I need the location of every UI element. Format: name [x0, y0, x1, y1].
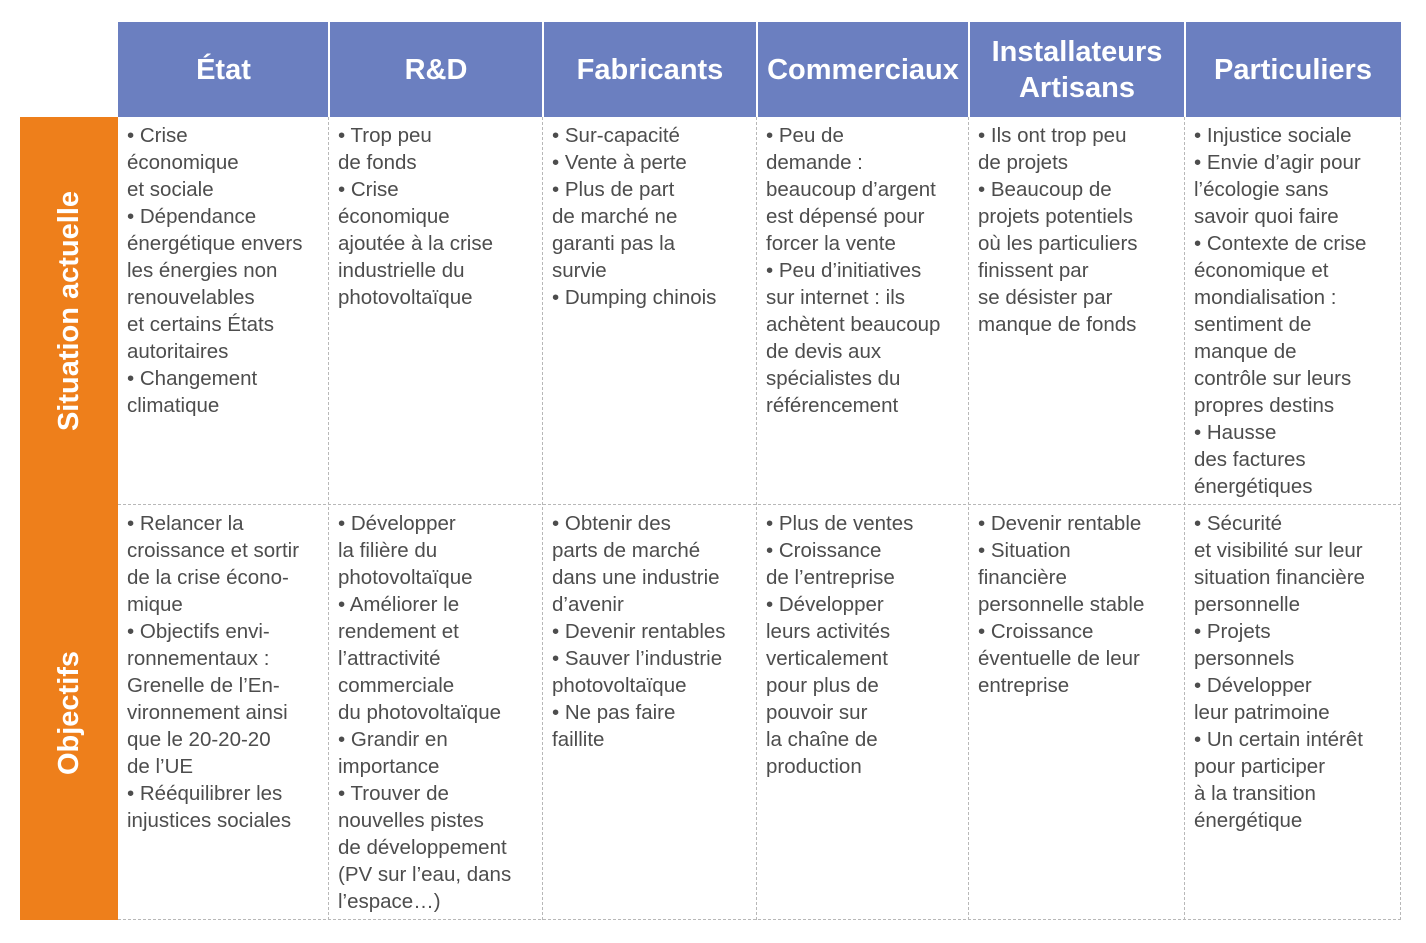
cell-text-line: de l’UE: [127, 755, 194, 778]
cell-text-line: personnelle stable: [978, 593, 1145, 616]
cell-text-line: spécialistes du: [766, 367, 901, 390]
table-cell: [118, 117, 329, 505]
cell-text-line: financière: [978, 566, 1067, 589]
column-header-line: R&D: [404, 53, 468, 86]
cell-text-line: • Dépendance: [127, 205, 257, 228]
cell-text-line: photovoltaïque: [338, 566, 473, 589]
cell-text-line: • Projets: [1194, 620, 1271, 643]
cell-text-line: survie: [552, 259, 607, 282]
cell-text-line: sur internet : ils: [766, 286, 905, 309]
table-cell: [969, 505, 1185, 920]
table-cell: [543, 117, 757, 505]
cell-text-line: • Plus de part: [552, 178, 675, 201]
cell-text-line: • Plus de ventes: [766, 512, 914, 535]
cell-text-line: photovoltaïque: [338, 286, 473, 309]
cell-text-line: • Devenir rentable: [978, 512, 1142, 535]
cell-text-line: • Grandir en: [338, 728, 448, 751]
table-cell: [757, 505, 969, 920]
cell-text-line: manque de: [1194, 340, 1297, 363]
cell-text-line: • Beaucoup de: [978, 178, 1112, 201]
table-cell: [329, 505, 543, 920]
column-header-line: État: [196, 53, 251, 86]
cell-text-line: éventuelle de leur: [978, 647, 1140, 670]
column-header-text: [577, 52, 724, 88]
cell-text-line: • Envie d’agir pour: [1194, 151, 1361, 174]
cell-text-line: propres destins: [1194, 394, 1335, 417]
row-label-text: Objectifs: [53, 650, 85, 775]
cell-text-line: • Objectifs envi-: [127, 620, 270, 643]
cell-text-line: • Hausse: [1194, 421, 1277, 444]
cell-text-line: • Dumping chinois: [552, 286, 717, 309]
cell-text-line: l’écologie sans: [1194, 178, 1329, 201]
cell-text-line: pour participer: [1194, 755, 1326, 778]
cell-text-line: parts de marché: [552, 539, 701, 562]
cell-text-line: situation financière: [1194, 566, 1365, 589]
cell-text-line: beaucoup d’argent: [766, 178, 936, 201]
cell-text-line: manque de fonds: [978, 313, 1137, 336]
table-cell: [1185, 117, 1401, 505]
cell-text-line: • Croissance: [766, 539, 882, 562]
cell-text-line: pouvoir sur: [766, 701, 868, 724]
cell-text-line: • Situation: [978, 539, 1071, 562]
cell-text-line: • Trop peu: [338, 124, 432, 147]
column-header-line: Commerciaux: [767, 53, 959, 86]
cell-text-line: • Améliorer le: [338, 593, 460, 616]
cell-text-line: forcer la vente: [766, 232, 896, 255]
column-header-text: [196, 52, 251, 88]
cell-text-line: d’avenir: [552, 593, 624, 616]
table-cell: [1185, 505, 1401, 920]
cell-text-line: • Développer: [766, 593, 884, 616]
cell-text-line: dans une industrie: [552, 566, 720, 589]
cell-text-line: entreprise: [978, 674, 1070, 697]
table-cell: [543, 505, 757, 920]
cell-text-line: mique: [127, 593, 183, 616]
cell-text-line: pour plus de: [766, 674, 879, 697]
cell-text-line: • Développer: [338, 512, 456, 535]
cell-text-line: • Développer: [1194, 674, 1312, 697]
header-separator: [542, 22, 544, 117]
column-header-text: [992, 34, 1163, 106]
cell-text-line: savoir quoi faire: [1194, 205, 1339, 228]
cell-text-line: et certains États: [127, 313, 274, 336]
cell-text-line: garanti pas la: [552, 232, 676, 255]
cell-text-line: des factures: [1194, 448, 1306, 471]
cell-text-line: • Peu d’initiatives: [766, 259, 922, 282]
cell-text-line: • Crise: [127, 124, 188, 147]
cell-text-line: importance: [338, 755, 440, 778]
cell-text-line: renouvelables: [127, 286, 255, 309]
cell-text-line: se désister par: [978, 286, 1113, 309]
cell-text-line: que le 20-20-20: [127, 728, 271, 751]
cell-text-line: achètent beaucoup: [766, 313, 941, 336]
cell-text-line: de marché ne: [552, 205, 678, 228]
cell-text-line: demande :: [766, 151, 863, 174]
cell-text-line: l’attractivité: [338, 647, 441, 670]
table-cell: [969, 117, 1185, 505]
column-header-text: [405, 52, 468, 88]
cell-text-line: • Crise: [338, 178, 399, 201]
column-divider: [328, 117, 329, 920]
cell-text-line: de l’entreprise: [766, 566, 895, 589]
header-separator: [328, 22, 330, 117]
column-header-commerciaux: [757, 22, 969, 117]
cell-text-line: du photovoltaïque: [338, 701, 501, 724]
cell-text-line: finissent par: [978, 259, 1089, 282]
cell-text-line: de développement: [338, 836, 507, 859]
cell-text-line: et sociale: [127, 178, 214, 201]
column-divider: [1400, 117, 1401, 920]
cell-text-line: de fonds: [338, 151, 417, 174]
cell-text-line: • Obtenir des: [552, 512, 671, 535]
cell-text-line: économique et: [1194, 259, 1329, 282]
row-label-text: Situation actuelle: [53, 190, 86, 432]
column-divider: [542, 117, 543, 920]
cell-text-line: la chaîne de: [766, 728, 878, 751]
table-cell: [329, 117, 543, 505]
column-header-fabricants: [543, 22, 757, 117]
cell-text-line: • Relancer la: [127, 512, 244, 535]
cell-text-line: est dépensé pour: [766, 205, 925, 228]
cell-text-line: verticalement: [766, 647, 888, 670]
cell-text-line: à la transition: [1194, 782, 1316, 805]
cell-text-line: personnelle: [1194, 593, 1300, 616]
cell-text-line: leurs activités: [766, 620, 891, 643]
cell-text-line: énergétique: [1194, 809, 1303, 832]
column-divider: [1184, 117, 1185, 920]
cell-text-line: • Trouver de: [338, 782, 449, 805]
cell-text-line: référencement: [766, 394, 899, 417]
column-divider: [968, 117, 969, 920]
cell-text-line: ronnementaux :: [127, 647, 270, 670]
cell-text-line: production: [766, 755, 862, 778]
cell-text-line: l’espace…): [338, 890, 441, 913]
row-divider: [118, 919, 1401, 920]
cell-text-line: énergétique envers: [127, 232, 303, 255]
cell-text-line: autoritaires: [127, 340, 229, 363]
cell-text-line: • Sauver l’industrie: [552, 647, 723, 670]
cell-text-line: contrôle sur leurs: [1194, 367, 1352, 390]
table-cell: [118, 505, 329, 920]
cell-text-line: injustices sociales: [127, 809, 292, 832]
column-header-line: Artisans: [1018, 71, 1136, 104]
cell-text-line: • Devenir rentables: [552, 620, 726, 643]
cell-text-line: de devis aux: [766, 340, 882, 363]
header-separator: [756, 22, 758, 117]
cell-text-line: Grenelle de l’En-: [127, 674, 280, 697]
column-header-etat: [118, 22, 329, 117]
cell-text-line: • Sécurité: [1194, 512, 1283, 535]
cell-text-line: • Changement: [127, 367, 258, 390]
cell-text-line: économique: [127, 151, 239, 174]
cell-text-line: nouvelles pistes: [338, 809, 484, 832]
column-header-text: [1214, 52, 1372, 88]
table-cell: [757, 117, 969, 505]
cell-text-line: climatique: [127, 394, 220, 417]
cell-text-line: • Ne pas faire: [552, 701, 676, 724]
cell-text-line: • Croissance: [978, 620, 1094, 643]
cell-text-line: • Vente à perte: [552, 151, 687, 174]
cell-text-line: la filière du: [338, 539, 438, 562]
cell-text-line: mondialisation :: [1194, 286, 1337, 309]
cell-text-line: personnels: [1194, 647, 1295, 670]
column-header-installateurs-artisans: [969, 22, 1185, 117]
column-header-particuliers: [1185, 22, 1401, 117]
cell-text-line: vironnement ainsi: [127, 701, 288, 724]
cell-text-line: projets potentiels: [978, 205, 1133, 228]
cell-text-line: • Ils ont trop peu: [978, 124, 1127, 147]
cell-text-line: (PV sur l’eau, dans: [338, 863, 512, 886]
header-separator: [1184, 22, 1186, 117]
row-label-objectifs: [20, 505, 118, 920]
cell-text-line: de la crise écono-: [127, 566, 289, 589]
cell-text-line: ajoutée à la crise: [338, 232, 493, 255]
cell-text-line: faillite: [552, 728, 605, 751]
cell-text-line: • Peu de: [766, 124, 844, 147]
cell-text-line: • Rééquilibrer les: [127, 782, 283, 805]
column-header-line: Fabricants: [576, 53, 724, 86]
cell-text-line: énergétiques: [1194, 475, 1313, 498]
cell-text-line: et visibilité sur leur: [1194, 539, 1363, 562]
cell-text-line: croissance et sortir: [127, 539, 300, 562]
row-label-situation-actuelle: [20, 117, 118, 505]
cell-text-line: sentiment de: [1194, 313, 1312, 336]
cell-text-line: rendement et: [338, 620, 459, 643]
cell-text-line: commerciale: [338, 674, 455, 697]
cell-text-line: • Contexte de crise: [1194, 232, 1367, 255]
cell-text-line: • Sur-capacité: [552, 124, 680, 147]
cell-text-line: • Injustice sociale: [1194, 124, 1352, 147]
column-header-r-d: [329, 22, 543, 117]
column-header-line: Particuliers: [1214, 53, 1372, 86]
column-header-text: [767, 52, 959, 88]
column-divider: [756, 117, 757, 920]
cell-text-line: industrielle du: [338, 259, 465, 282]
cell-text-line: • Un certain intérêt: [1194, 728, 1363, 751]
cell-text-line: économique: [338, 205, 450, 228]
column-header-line: Installateurs: [991, 35, 1163, 68]
header-separator: [968, 22, 970, 117]
cell-text-line: de projets: [978, 151, 1069, 174]
cell-text-line: où les particuliers: [978, 232, 1138, 255]
comparison-table: [20, 22, 1401, 920]
row-divider: [118, 504, 1401, 505]
cell-text-line: leur patrimoine: [1194, 701, 1330, 724]
cell-text-line: les énergies non: [127, 259, 278, 282]
cell-text-line: photovoltaïque: [552, 674, 687, 697]
